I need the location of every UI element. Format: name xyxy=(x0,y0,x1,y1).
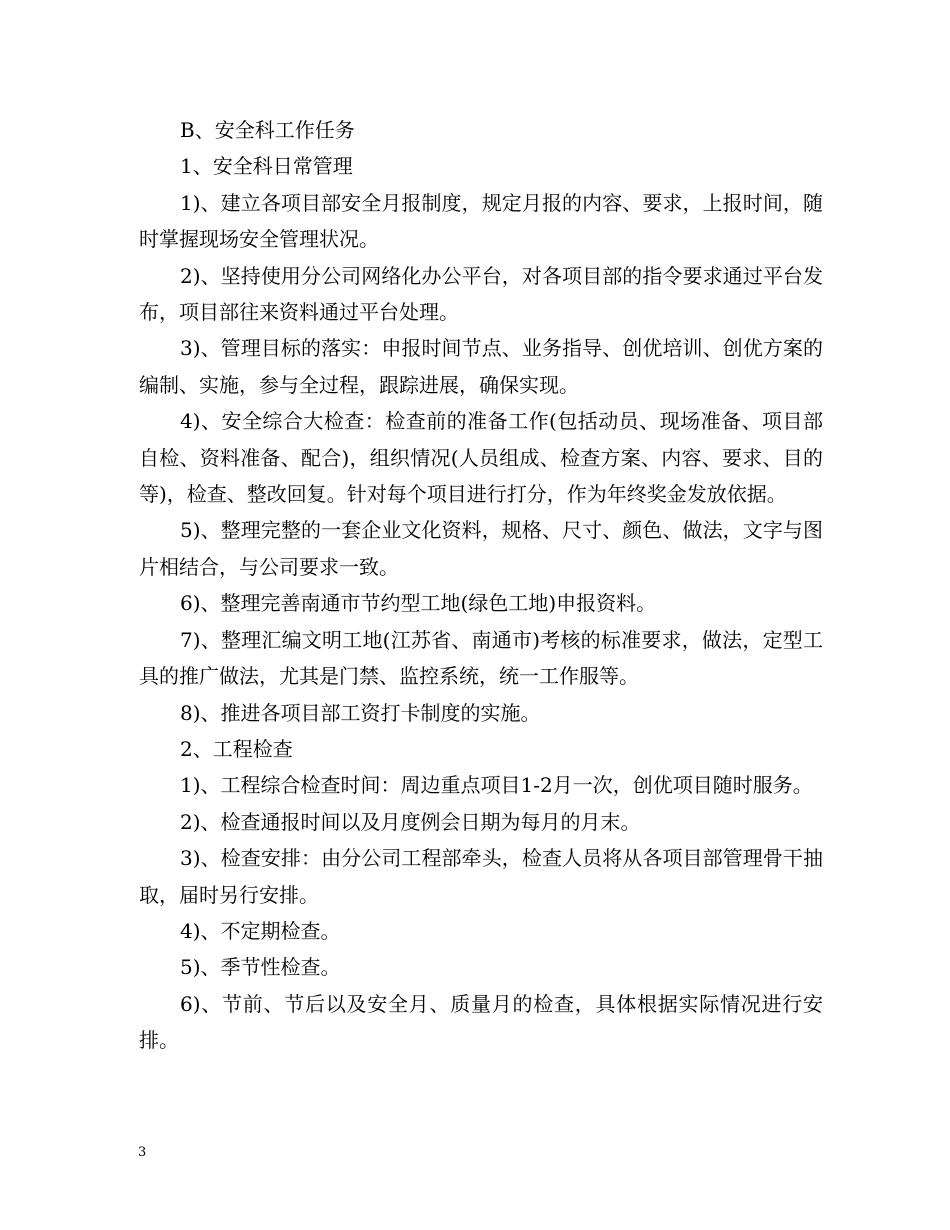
paragraph-inspection-4: 4)、不定期检查。 xyxy=(180,918,341,943)
paragraph-item-1: 1)、建立各项目部安全月报制度，规定月报的内容、要求，上报时间，随时掌握现场安全管理状况。 xyxy=(139,190,823,252)
page-number: 3 xyxy=(138,1145,147,1160)
paragraph-inspection-6: 6)、节前、节后以及安全月、质量月的检查，具体根据实际情况进行安排。 xyxy=(139,991,823,1053)
subsection-heading-inspection: 2、工程检查 xyxy=(180,736,293,761)
paragraph-item-7: 7)、整理汇编文明工地(江苏省、南通市)考核的标准要求，做法，定型工具的推广做法，尤其是门禁、监控系统，统一工作服等。 xyxy=(139,627,823,689)
section-heading-b: B、安全科工作任务 xyxy=(180,118,355,142)
paragraph-inspection-1: 1)、工程综合检查时间：周边重点项目1-2月一次，创优项目随时服务。 xyxy=(180,773,813,798)
paragraph-item-4: 4)、安全综合大检查：检查前的准备工作(包括动员、现场准备、项目部自检、资料准备、配合)，组织情况(人员组成、检查方案、内容、要求、目的等)，检查、整改回复。针对每个项目进行打分，作为年终奖金发放依据。 xyxy=(139,409,823,507)
paragraph-item-3: 3)、管理目标的落实：申报时间节点、业务指导、创优培训、创优方案的编制、实施，参与全过程，跟踪进展，确保实现。 xyxy=(139,336,823,397)
paragraph-item-6: 6)、整理完善南通市节约型工地(绿色工地)申报资料。 xyxy=(180,591,657,616)
paragraph-item-2: 2)、坚持使用分公司网络化办公平台，对各项目部的指令要求通过平台发布，项目部往来资料通过平台处理。 xyxy=(139,263,823,325)
paragraph-inspection-5: 5)、季节性检查。 xyxy=(180,955,341,980)
paragraph-inspection-3: 3)、检查安排：由分公司工程部牵头，检查人员将从各项目部管理骨干抽取，届时另行安排。 xyxy=(139,846,823,907)
paragraph-item-8: 8)、推进各项目部工资打卡制度的实施。 xyxy=(180,700,541,725)
paragraph-inspection-2: 2)、检查通报时间以及月度例会日期为每月的月末。 xyxy=(180,809,641,834)
paragraph-item-5: 5)、整理完整的一套企业文化资料，规格、尺寸、颜色、做法，文字与图片相结合，与公司要求一致。 xyxy=(139,518,823,579)
subsection-heading-daily-management: 1、安全科日常管理 xyxy=(180,154,353,179)
document-body xyxy=(139,112,823,1059)
